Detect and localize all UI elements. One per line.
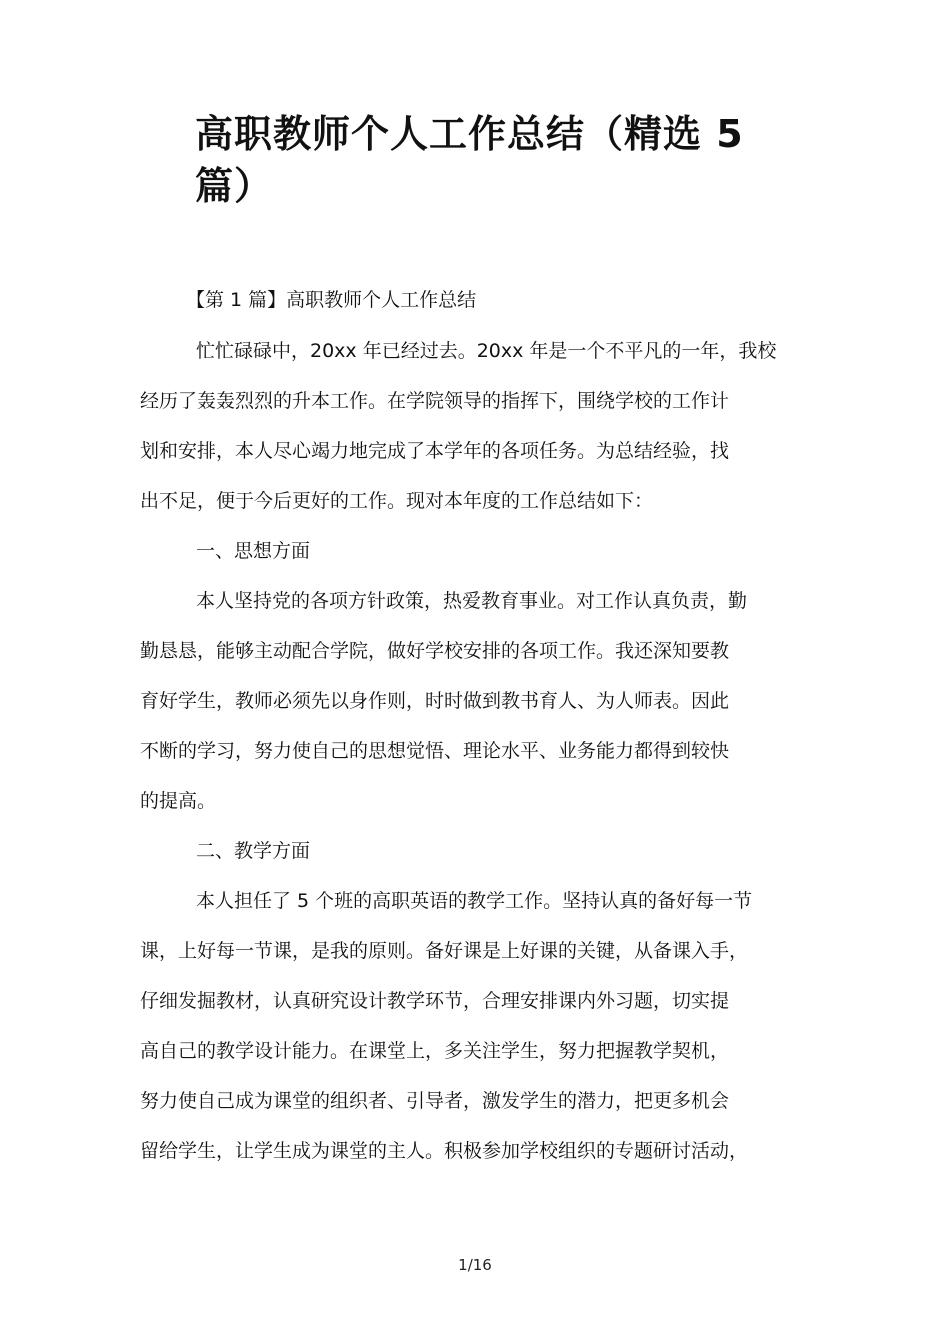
paragraph-line: 出不足，便于今后更好的工作。现对本年度的工作总结如下：	[140, 490, 654, 512]
paragraph-line: 本人担任了 5 个班的高职英语的教学工作。坚持认真的备好每一节	[196, 890, 753, 912]
paragraph-line: 努力使自己成为课堂的组织者、引导者，激发学生的潜力，把更多机会	[140, 1090, 730, 1112]
paragraph-line: 课，上好每一节课，是我的原则。备好课是上好课的关键，从备课入手，	[140, 940, 749, 962]
paragraph-line: 的提高。	[140, 790, 217, 812]
title-line-2: 篇）	[195, 164, 274, 208]
paragraph-line: 不断的学习，努力使自己的思想觉悟、理论水平、业务能力都得到较快	[140, 740, 730, 762]
document-title	[195, 108, 795, 212]
chapter-heading: 【第 1 篇】高职教师个人工作总结	[186, 289, 477, 311]
section-heading-teaching: 二、教学方面	[196, 840, 311, 862]
title-line-1: 高职教师个人工作总结（精选 5	[195, 112, 744, 156]
paragraph-line: 本人坚持党的各项方针政策，热爱教育事业。对工作认真负责，勤	[196, 590, 748, 612]
section-heading-thought: 一、思想方面	[196, 540, 311, 562]
paragraph-line: 仔细发掘教材，认真研究设计教学环节，合理安排课内外习题，切实提	[140, 990, 730, 1012]
body-text	[140, 326, 840, 1176]
paragraph-line: 高自己的教学设计能力。在课堂上，多关注学生，努力把握教学契机，	[140, 1040, 730, 1062]
paragraph-line: 留给学生，让学生成为课堂的主人。积极参加学校组织的专题研讨活动，	[140, 1140, 749, 1162]
paragraph-line: 经历了轰轰烈烈的升本工作。在学院领导的指挥下，围绕学校的工作计	[140, 390, 730, 412]
page-number: 1/16	[458, 1256, 492, 1274]
paragraph-line: 育好学生，教师必须先以身作则，时时做到教书育人、为人师表。因此	[140, 690, 730, 712]
paragraph-line: 勤恳恳，能够主动配合学院，做好学校安排的各项工作。我还深知要教	[140, 640, 730, 662]
paragraph-line: 划和安排，本人尽心竭力地完成了本学年的各项任务。为总结经验，找	[140, 440, 730, 462]
paragraph-line: 忙忙碌碌中，20xx 年已经过去。20xx 年是一个不平凡的一年，我校	[196, 340, 777, 362]
